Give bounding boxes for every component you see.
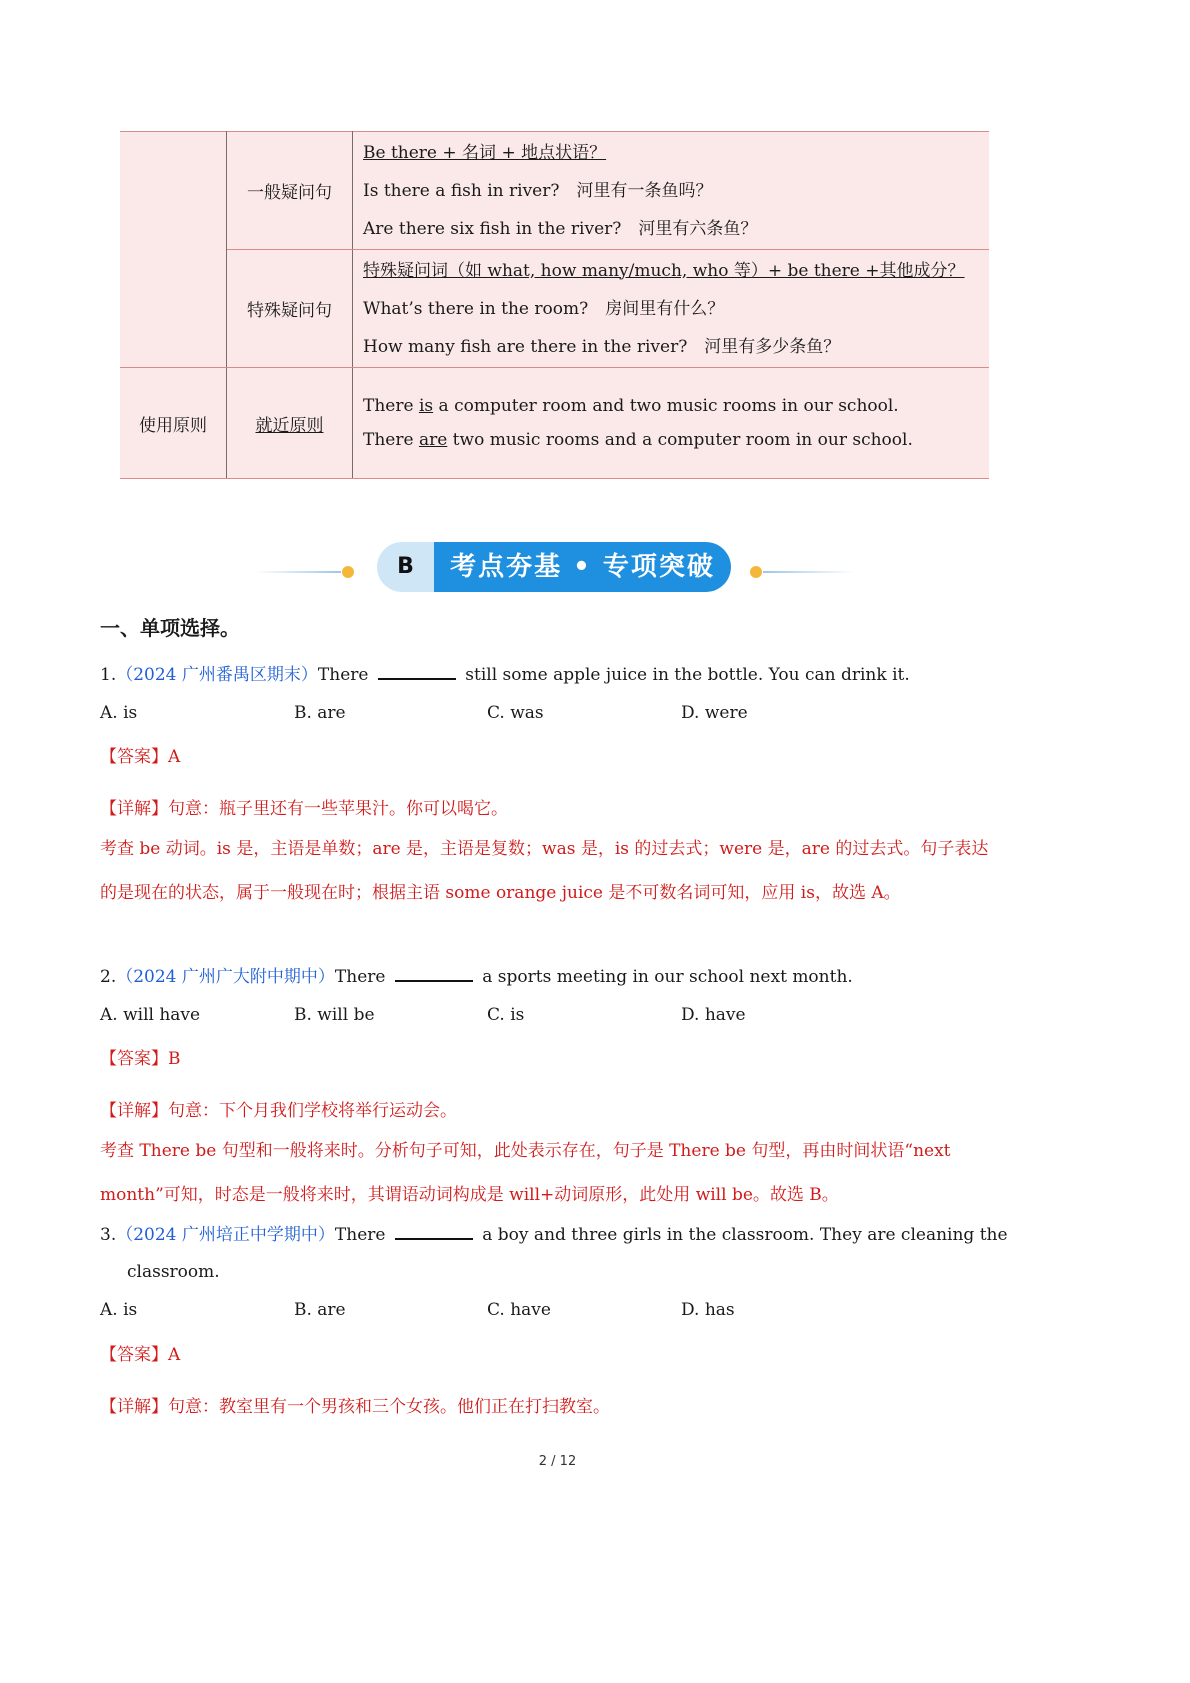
detail-meaning: 句意：下个月我们学校将举行运动会。: [168, 1101, 457, 1121]
table-cell-label: [227, 368, 353, 479]
option-a: A. will have: [100, 1005, 201, 1025]
table-row: [120, 132, 989, 250]
detail-analysis: 考查 be 动词。is 是，主语是单数；are 是，主语是复数；was 是，is 的过去式；were 是，are 的过去式。句子表达的是现在的状态，属于一般现在时；根据主语 some orange juice 是不可数名词可知，应用 is，故选 A。: [100, 839, 989, 903]
table-cell-content: [353, 250, 990, 368]
section-banner: [377, 542, 731, 592]
banner-letter: B: [397, 554, 414, 579]
question-source: （2024 广州广大附中期中）: [116, 967, 335, 987]
table-cell-content: [353, 132, 990, 250]
pattern-line: Be there + 名词 + 地点状语？: [363, 142, 607, 163]
option-d: D. has: [681, 1300, 735, 1320]
question-text: There: [334, 967, 391, 987]
detail-label: 【详解】: [100, 1397, 168, 1417]
question-3: [100, 1220, 1008, 1245]
question-text: a boy and three girls in the classroom. They are cleaning the: [476, 1225, 1008, 1245]
section-title: 一、单项选择。: [100, 616, 240, 640]
pattern-line: 特殊疑问词（如 what, how many/much, who 等）+ be there +其他成分？: [363, 260, 965, 281]
answer-line: [100, 1044, 181, 1069]
option-d: D. were: [681, 703, 748, 723]
example-line: What’s there in the room? 房间里有什么？: [363, 298, 725, 319]
detail-meaning: 句意：瓶子里还有一些苹果汁。你可以喝它。: [168, 799, 508, 819]
option-c: C. have: [487, 1300, 551, 1320]
table-cell-empty: [120, 132, 227, 368]
option-b: B. are: [294, 703, 346, 723]
example-line: [363, 423, 989, 457]
answer-label: 【答案】: [100, 747, 168, 767]
answer-line: [100, 742, 180, 767]
question-number: 1.: [100, 665, 117, 685]
answer-blank: [395, 962, 473, 982]
rule-name: 就近原则: [255, 415, 324, 436]
question-text: There: [317, 665, 374, 685]
underlined-verb: is: [418, 396, 434, 416]
question-source: （2024 广州番禺区期末）: [116, 665, 318, 685]
detail-line: [100, 1392, 610, 1417]
option-b: B. are: [294, 1300, 346, 1320]
banner-left-line: [255, 571, 341, 573]
question-text: still some apple juice in the bottle. You can drink it.: [459, 665, 910, 685]
detail-line: [100, 794, 508, 819]
table-row: [120, 250, 989, 368]
option-b: B. will be: [294, 1005, 375, 1025]
table-cell-content: [353, 368, 990, 479]
example-line: Are there six fish in the river? 河里有六条鱼？: [363, 218, 758, 239]
option-a: A. is: [100, 1300, 138, 1320]
question-text: a sports meeting in our school next month.: [476, 967, 853, 987]
answer-label: 【答案】: [100, 1345, 168, 1365]
underlined-verb: are: [418, 430, 448, 450]
answer-value: A: [168, 1345, 181, 1365]
detail-meaning: 句意：教室里有一个男孩和三个女孩。他们正在打扫教室。: [168, 1397, 610, 1417]
answer-blank: [378, 660, 456, 680]
option-d: D. have: [681, 1005, 746, 1025]
detail-label: 【详解】: [100, 1101, 168, 1121]
text: two music rooms and a computer room in our school.: [447, 430, 913, 450]
detail-line: [100, 1096, 457, 1121]
example-line: Is there a fish in river? 河里有一条鱼吗？: [363, 180, 713, 201]
answer-label: 【答案】: [100, 1049, 168, 1069]
banner-right-dot: [750, 566, 762, 578]
banner-right-line: [763, 571, 855, 573]
question-1: [100, 660, 910, 685]
question-text-continued: classroom.: [127, 1262, 220, 1282]
question-2: [100, 962, 853, 987]
answer-line: [100, 1340, 180, 1365]
table-cell-label: 使用原则: [120, 368, 227, 479]
grammar-table: [120, 131, 989, 479]
question-number: 3.: [100, 1225, 117, 1245]
answer-blank: [395, 1220, 473, 1240]
banner-left-dot: [342, 566, 354, 578]
example-line: [363, 389, 989, 423]
question-number: 2.: [100, 967, 117, 987]
page-number: 2 / 12: [538, 1454, 577, 1469]
table-cell-label: 特殊疑问句: [227, 250, 353, 368]
question-text: There: [334, 1225, 391, 1245]
question-source: （2024 广州培正中学期中）: [116, 1225, 335, 1245]
detail-label: 【详解】: [100, 799, 168, 819]
option-c: C. was: [487, 703, 544, 723]
text: There: [363, 396, 419, 416]
answer-value: B: [168, 1049, 181, 1069]
table-row: [120, 368, 989, 479]
option-c: C. is: [487, 1005, 525, 1025]
table-cell-label: 一般疑问句: [227, 132, 353, 250]
answer-value: A: [168, 747, 181, 767]
text: a computer room and two music rooms in our school.: [433, 396, 899, 416]
option-a: A. is: [100, 703, 138, 723]
detail-analysis: 考查 There be 句型和一般将来时。分析句子可知，此处表示存在，句子是 There be 句型，再由时间状语“next month”可知，时态是一般将来时，其谓语动词构成是 will+动词原形，此处用 will be。故选 B。: [100, 1141, 951, 1205]
banner-title: 考点夯基 • 专项突破: [434, 542, 731, 592]
example-line: How many fish are there in the river? 河里有多少条鱼？: [363, 336, 841, 357]
text: There: [363, 430, 419, 450]
